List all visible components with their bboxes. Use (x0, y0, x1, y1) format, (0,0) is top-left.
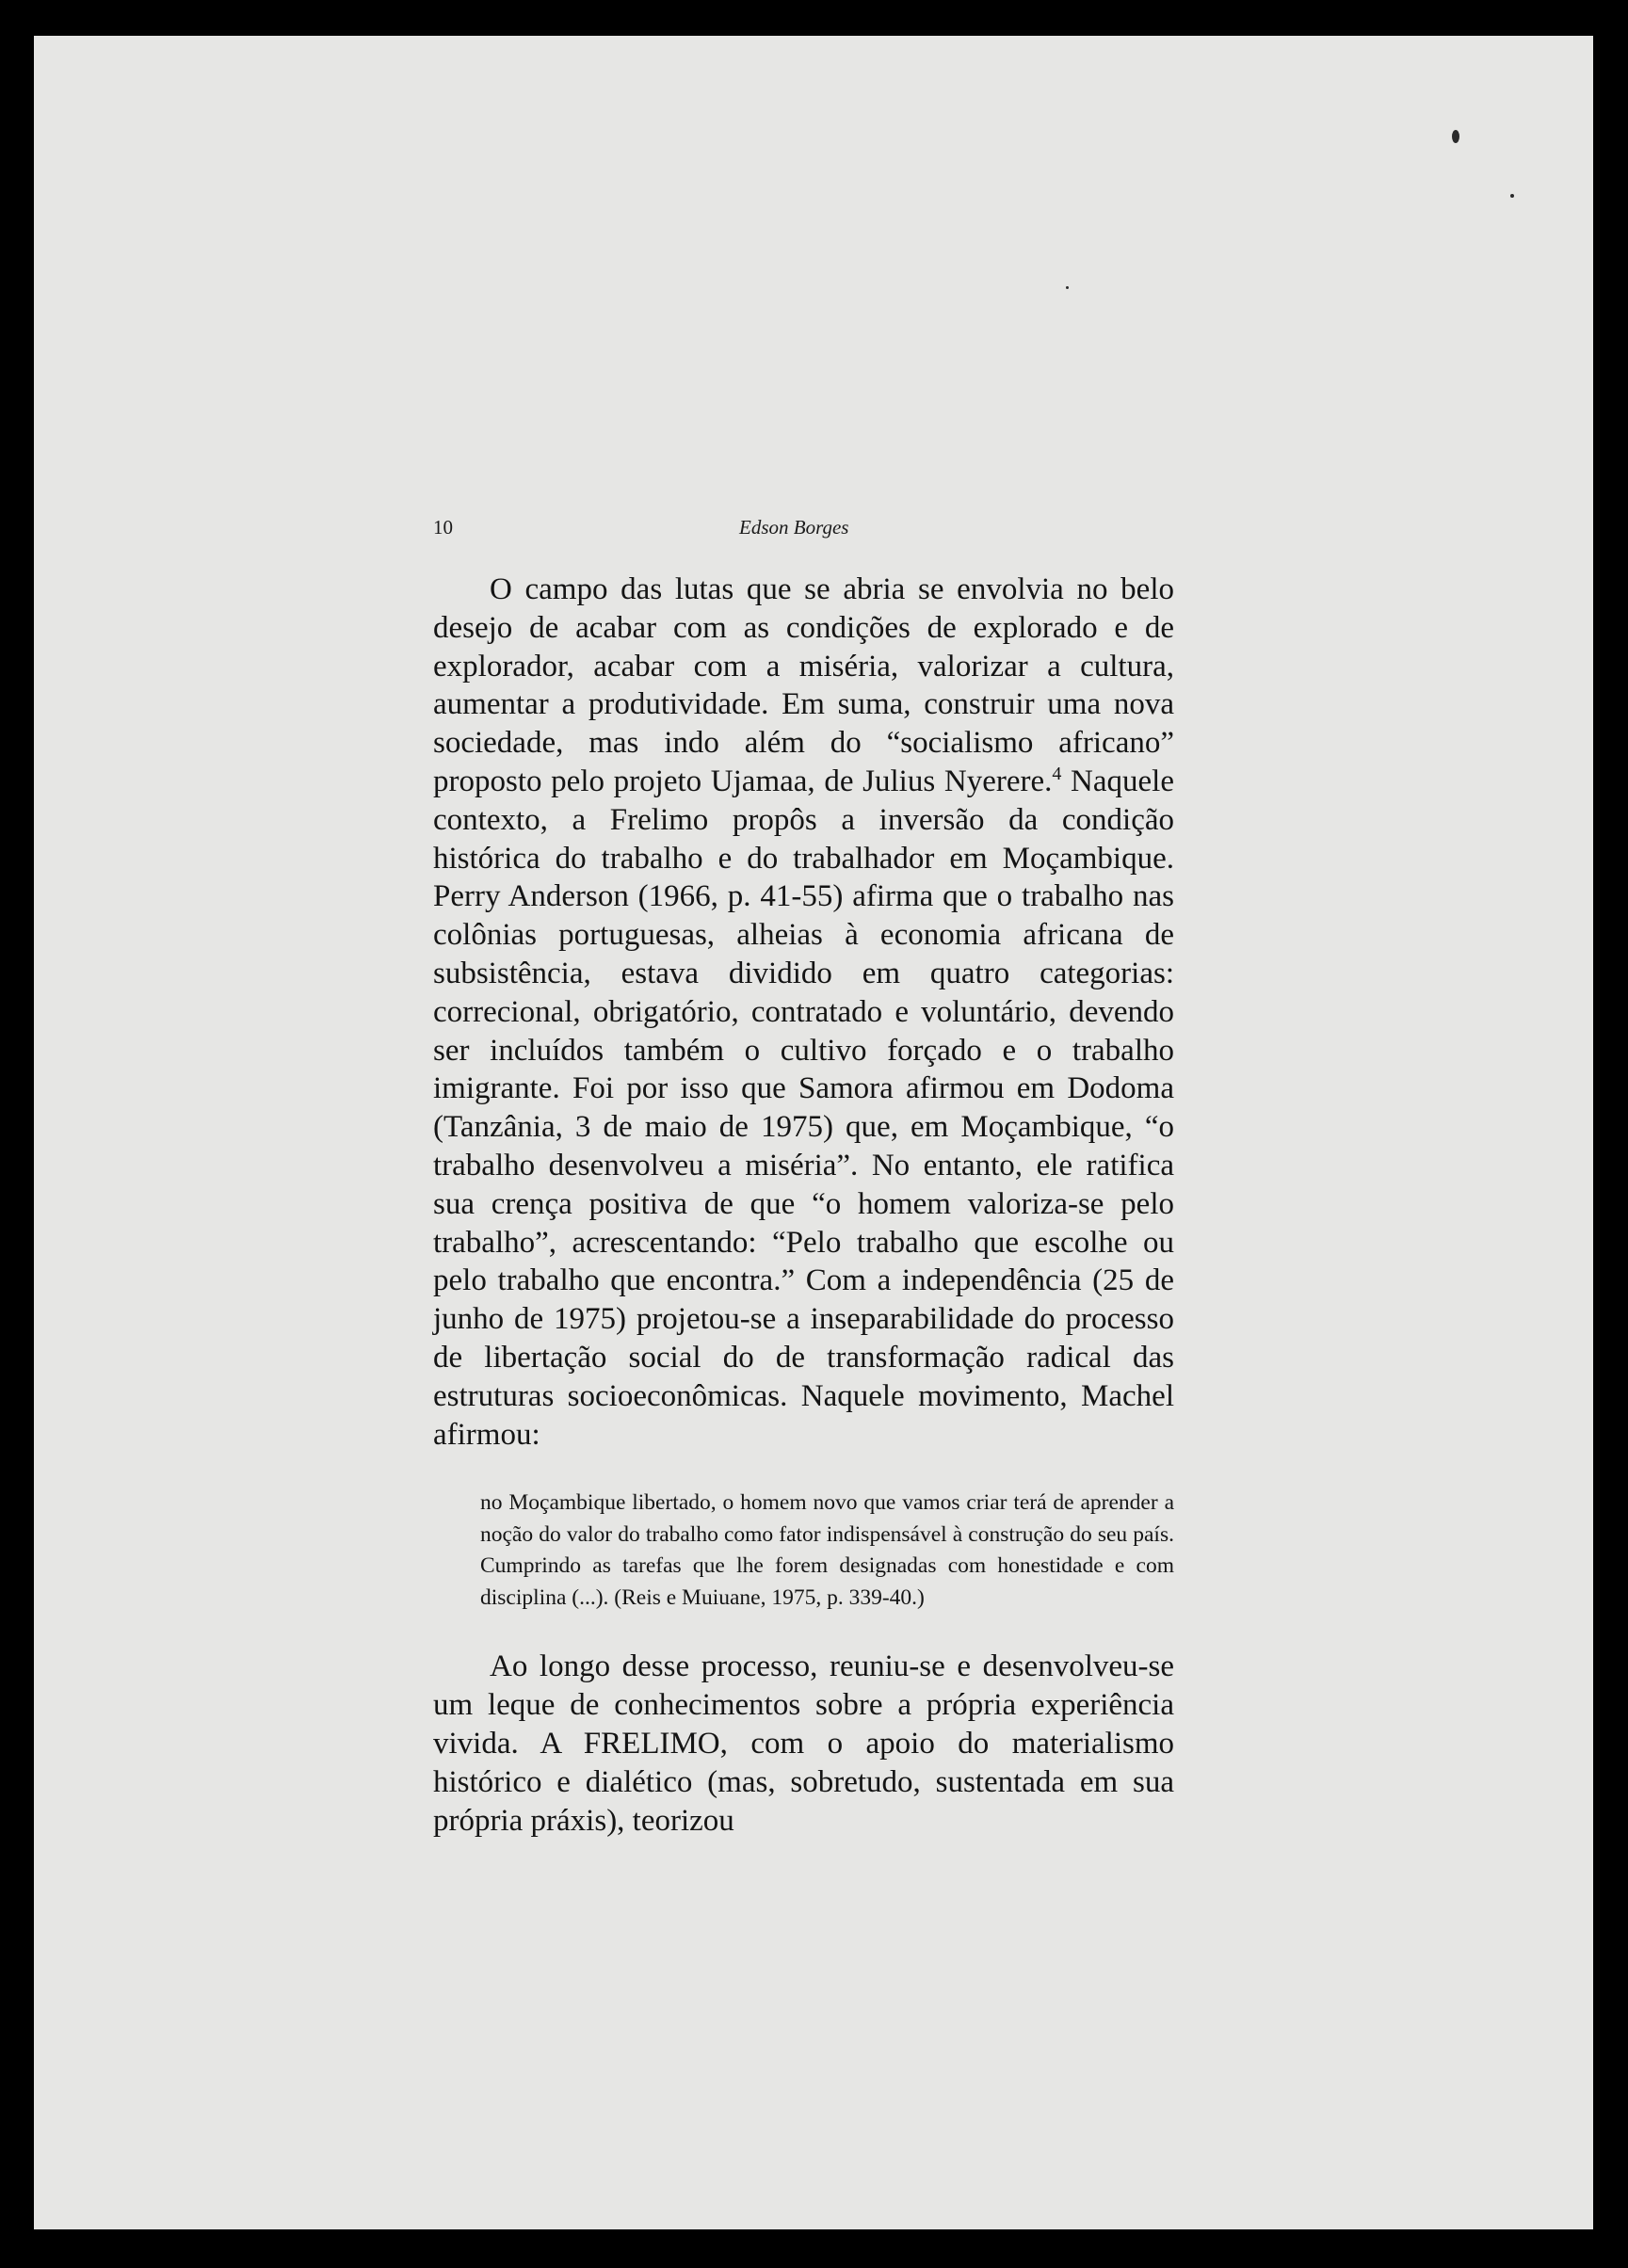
block-quote: no Moçambique libertado, o homem novo que vamos criar terá de aprender a noção do valor do trabalho como fator indispensável à construção do seu país. Cumprindo as tarefas que lhe forem designadas com honestidade e com disciplina (...). (Reis e Muiuane, 1975, p. 339-40.) (480, 1490, 1174, 1610)
paragraph-text-continued: Naquele contexto, a Frelimo propôs a inversão da condição histórica do trabalho e do trabalhador em Moçambique. Perry Anderson (1966, p. 41-55) afirma que o trabalho nas colônias portuguesas, alheias à economia africana de subsistência, estava dividido em quatro categorias: correcional, obrigatório, contratado e voluntário, devendo ser incluídos também o cultivo forçado e o trabalho imigrante. Foi por isso que Samora afirmou em Dodoma (Tanzânia, 3 de maio de 1975) que, em Moçambique, “o trabalho desenvolveu a miséria”. No entanto, ele ratifica sua crença positiva de que “o homem valoriza-se pelo trabalho”, acrescentando: “Pelo trabalho que escolhe ou pelo trabalho que encontra.” Com a independência (25 de junho de 1975) projetou-se a inseparabilidade do processo de libertação social do de transformação radical das estruturas socioeconômicas. Naquele movimento, Machel afirmou: (433, 764, 1174, 1452)
ink-speck (1452, 130, 1459, 143)
running-head (433, 516, 1186, 544)
paragraph: Ao longo desse processo, reuniu-se e desenvolveu-se um leque de conhecimentos sobre a própria experiência vivida. A FRELIMO, com o apoio do materialismo histórico e dialético (mas, sobretudo, sustentada em sua própria práxis), teorizou (433, 1649, 1174, 1838)
running-head-title: Edson Borges (739, 516, 849, 539)
paragraph-text: O campo das lutas que se abria se envolvia no belo desejo de acabar com as condições de explorado e de explorador, acabar com a miséria, valorizar a cultura, aumentar a produtividade. Em suma, construir uma nova sociedade, mas indo além do “socialismo africano” proposto pelo projeto Ujamaa, de Julius Nyerere. (433, 572, 1174, 798)
ink-speck (1066, 286, 1069, 289)
paragraph (433, 571, 1174, 1454)
page-number: 10 (433, 516, 453, 539)
ink-speck (1510, 194, 1514, 198)
footnote-marker: 4 (1052, 763, 1062, 784)
body-text (433, 571, 1174, 1840)
